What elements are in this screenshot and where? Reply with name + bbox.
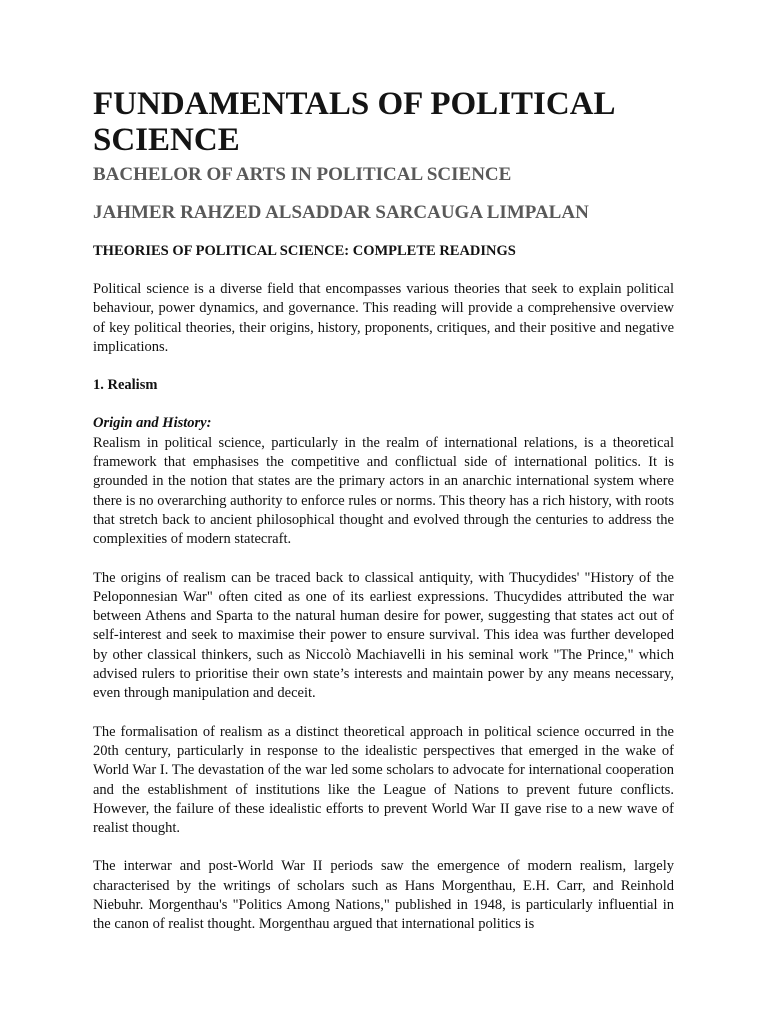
document-page: [93, 86, 674, 935]
body-paragraph: The interwar and post-World War II periods saw the emergence of modern realism, largely characterised by the writings of scholars such as Hans Morgenthau, E.H. Carr, and Reinhold Niebuhr. Morgenthau's "Politics Among Nations," published in 1948, is particularly influential in the canon of realist thought. Morgenthau argued that international politics is: [93, 858, 674, 933]
body-paragraph: The origins of realism can be traced back to classical antiquity, with Thucydides' "History of the Peloponnesian War" often cited as one of its earliest expressions. Thucydides attributed the war between Athens and Sparta to the natural human desire for power, suggesting that states act out of self-interest and seek to maximise their power to ensure survival. This idea was further developed by other classical thinkers, such as Niccolò Machiavelli in his seminal work "The Prince," which advised rulers to prioritise their own state’s interests and maintain power by any means necessary, even through manipulation and deceit.: [93, 569, 674, 702]
document-title: FUNDAMENTALS OF POLITICAL SCIENCE: [93, 86, 614, 158]
origin-heading: Origin and History:: [93, 415, 212, 432]
document-author: JAHMER RAHZED ALSADDAR SARCAUGA LIMPALAN: [93, 202, 589, 223]
body-paragraph: Realism in political science, particularly in the realm of international relations, is a theoretical framework that emphasises the competitive and conflictual side of international politics. It is grounded in the notion that states are the primary actors in an anarchic international system where there is no overarching authority to enforce rules or norms. This theory has a rich history, with roots that stretch back to ancient philosophical thought and evolved through the centuries to address the complexities of modern statecraft.: [93, 434, 674, 548]
theory-heading: 1. Realism: [93, 377, 158, 394]
document-subtitle: BACHELOR OF ARTS IN POLITICAL SCIENCE: [93, 164, 512, 185]
intro-paragraph: Political science is a diverse field that encompasses various theories that seek to explain political behaviour, power dynamics, and governance. This reading will provide a comprehensive overview of key political theories, their origins, history, proponents, critiques, and their positive and negative implications.: [93, 281, 674, 355]
section-heading: THEORIES OF POLITICAL SCIENCE: COMPLETE READINGS: [93, 243, 516, 259]
body-paragraph: The formalisation of realism as a distinct theoretical approach in political science occurred in the 20th century, particularly in response to the idealistic perspectives that emerged in the wake of World War I. The devastation of the war led some scholars to advocate for international cooperation and the establishment of institutions like the League of Nations to prevent future conflicts. However, the failure of these idealistic efforts to prevent World War II gave rise to a new wave of realist thought.: [93, 723, 674, 837]
